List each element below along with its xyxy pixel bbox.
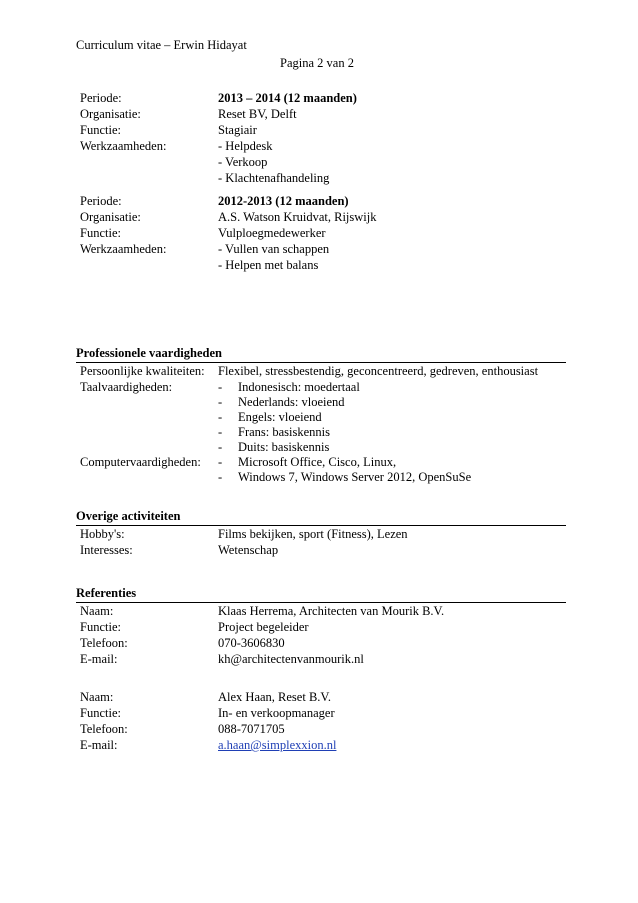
- werkzaamheden-label: Werkzaamheden:: [80, 242, 167, 256]
- email-link[interactable]: a.haan@simplexxion.nl: [218, 738, 337, 752]
- language-item: Indonesisch: moedertaal: [238, 380, 360, 394]
- section-heading-other: Overige activiteiten: [76, 509, 181, 523]
- functie-value: In- en verkoopmanager: [218, 706, 335, 720]
- language-item: Nederlands: vloeiend: [238, 395, 345, 409]
- interests-label: Interesses:: [80, 543, 133, 557]
- telefoon-label: Telefoon:: [80, 722, 128, 736]
- telefoon-label: Telefoon:: [80, 636, 128, 650]
- section-divider: [76, 602, 566, 603]
- email-label: E-mail:: [80, 652, 118, 666]
- computer-skill-item: Microsoft Office, Cisco, Linux,: [238, 455, 397, 469]
- functie-value: Vulploegmedewerker: [218, 226, 326, 240]
- list-dash: -: [218, 425, 223, 439]
- functie-label: Functie:: [80, 706, 121, 720]
- list-dash: -: [218, 455, 223, 469]
- functie-label: Functie:: [80, 226, 121, 240]
- task-item: - Vullen van schappen: [218, 242, 330, 256]
- organisatie-label: Organisatie:: [80, 210, 141, 224]
- hobbies-label: Hobby's:: [80, 527, 125, 541]
- telefoon-value: 088-7071705: [218, 722, 285, 736]
- list-dash: -: [218, 470, 223, 484]
- list-dash: -: [218, 410, 223, 424]
- language-item: Duits: basiskennis: [238, 440, 330, 454]
- list-dash: -: [218, 380, 223, 394]
- computer-skills-label: Computervaardigheden:: [80, 455, 201, 469]
- language-skills-label: Taalvaardigheden:: [80, 380, 173, 394]
- naam-label: Naam:: [80, 604, 114, 618]
- naam-label: Naam:: [80, 690, 114, 704]
- naam-value: Klaas Herrema, Architecten van Mourik B.V.: [218, 604, 445, 618]
- computer-skill-item: Windows 7, Windows Server 2012, OpenSuSe: [238, 470, 472, 484]
- hobbies-value: Films bekijken, sport (Fitness), Lezen: [218, 527, 408, 541]
- section-heading-references: Referenties: [76, 586, 137, 600]
- list-dash: -: [218, 440, 223, 454]
- werkzaamheden-label: Werkzaamheden:: [80, 139, 167, 153]
- functie-value: Project begeleider: [218, 620, 309, 634]
- document-title: Curriculum vitae – Erwin Hidayat: [76, 38, 247, 52]
- section-heading-skills: Professionele vaardigheden: [76, 346, 222, 360]
- functie-label: Functie:: [80, 620, 121, 634]
- section-divider: [76, 362, 566, 363]
- section-divider: [76, 525, 566, 526]
- periode-label: Periode:: [80, 194, 122, 208]
- task-item: - Helpen met balans: [218, 258, 319, 272]
- organisatie-value: Reset BV, Delft: [218, 107, 297, 121]
- telefoon-value: 070-3606830: [218, 636, 285, 650]
- list-dash: -: [218, 395, 223, 409]
- personal-qualities-value: Flexibel, stressbestendig, geconcentreerd, gedreven, enthousiast: [218, 364, 539, 378]
- task-item: - Verkoop: [218, 155, 268, 169]
- email-label: E-mail:: [80, 738, 118, 752]
- email-value: kh@architectenvanmourik.nl: [218, 652, 364, 666]
- periode-value: 2012-2013 (12 maanden): [218, 194, 349, 208]
- functie-value: Stagiair: [218, 123, 257, 137]
- language-item: Frans: basiskennis: [238, 425, 331, 439]
- interests-value: Wetenschap: [218, 543, 279, 557]
- naam-value: Alex Haan, Reset B.V.: [218, 690, 331, 704]
- personal-qualities-label: Persoonlijke kwaliteiten:: [80, 364, 205, 378]
- language-item: Engels: vloeiend: [238, 410, 322, 424]
- organisatie-label: Organisatie:: [80, 107, 141, 121]
- periode-label: Periode:: [80, 91, 122, 105]
- task-item: - Klachtenafhandeling: [218, 171, 330, 185]
- task-item: - Helpdesk: [218, 139, 273, 153]
- organisatie-value: A.S. Watson Kruidvat, Rijswijk: [218, 210, 377, 224]
- page-number: Pagina 2 van 2: [280, 56, 354, 70]
- periode-value: 2013 – 2014 (12 maanden): [218, 91, 357, 105]
- functie-label: Functie:: [80, 123, 121, 137]
